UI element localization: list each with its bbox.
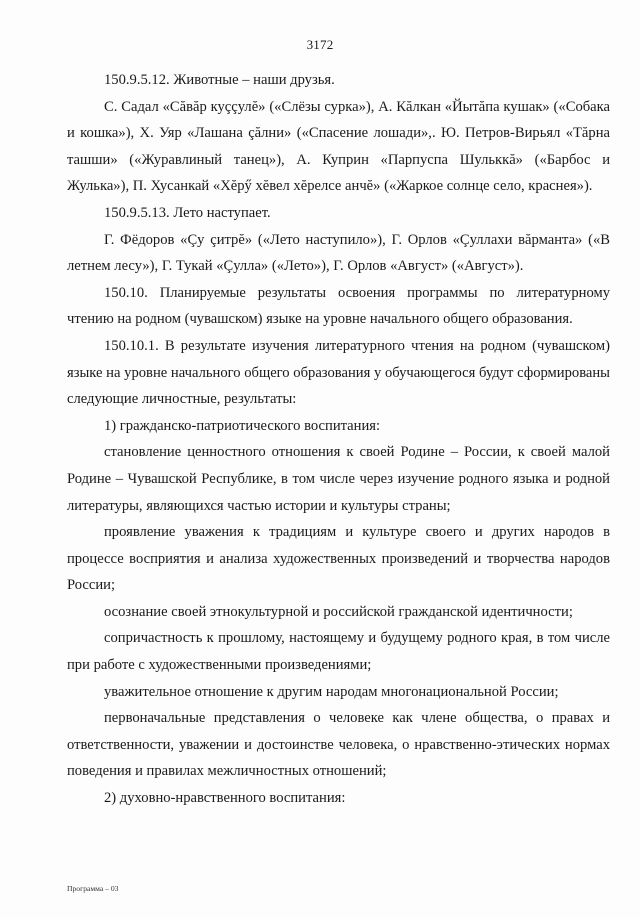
reading-list-summer: Г. Фёдоров «Çу çитрĕ» («Лето наступило»), Г. Орлов «Çуллахи вăрманта» («В летнем лесу»), Г. Тукай «Çулла» («Лето»), Г. Орлов «Август» («Август»). [67,231,610,275]
list-item-homeland: становление ценностного отношения к своей Родине – России, к своей малой Родине – Чувашской Республике, в том числе через изучение родного языка и родной литературы, являющихся частью истории и культуры страны; [67,444,610,514]
document-body [67,67,610,812]
reading-list-animals: С. Садал «Сăвăр куççулĕ» («Слёзы сурка»), А. Кăлкан «Йытăпа кушак» («Собака и кошка»), Х. Уяр «Лашана çăлни» («Спасение лошади»,. Ю. Петров-Вирьял «Тăрна ташши» («Журавлиный танец»), А. Куприн «Парпуспа Шульккă» («Барбос и Жулька»), П. Хусанкай «Хĕрӳ хĕвел хĕрелсе анчĕ» («Жаркое солнце село, краснея»). [67,98,610,195]
section-heading-animals: 150.9.5.12. Животные – наши друзья. [104,72,335,88]
list-item-human-society: первоначальные представления о человеке как члене общества, о правах и ответственности, уважении и достоинстве человека, о нравственно-этических нормах поведения и правилах межличностных отношений; [67,710,610,780]
list-item-native-land: сопричастность к прошлому, настоящему и будущему родного края, в том числе при работе с художественными произведениями; [67,630,610,674]
list-item-respect-peoples: уважительное отношение к другим народам многонациональной России; [104,683,559,700]
page-number: 3172 [306,37,334,52]
list-heading-spiritual-moral: 2) духовно-нравственного воспитания: [104,790,346,807]
list-item-respect-traditions: проявление уважения к традициям и культуре своего и других народов в процессе восприятия и анализа художественных произведений и творчества народов России; [67,524,610,594]
list-heading-civic-patriotic: 1) гражданско-патриотического воспитания: [104,417,381,434]
paragraph-personal-results: 150.10.1. В результате изучения литературного чтения на родном (чувашском) языке на уровне начального общего образования у обучающегося будут сформированы следующие личностные, результаты: [67,337,610,408]
section-heading-planned-results: 150.10. Планируемые результаты освоения программы по литературному чтению на родном (чувашском) языке на уровне начального общего образования. [67,284,610,328]
list-item-identity: осознание своей этнокультурной и российской гражданской идентичности; [104,603,573,620]
page-footer: Программа – 03 [67,884,119,893]
section-heading-summer: 150.9.5.13. Лето наступает. [104,204,271,221]
